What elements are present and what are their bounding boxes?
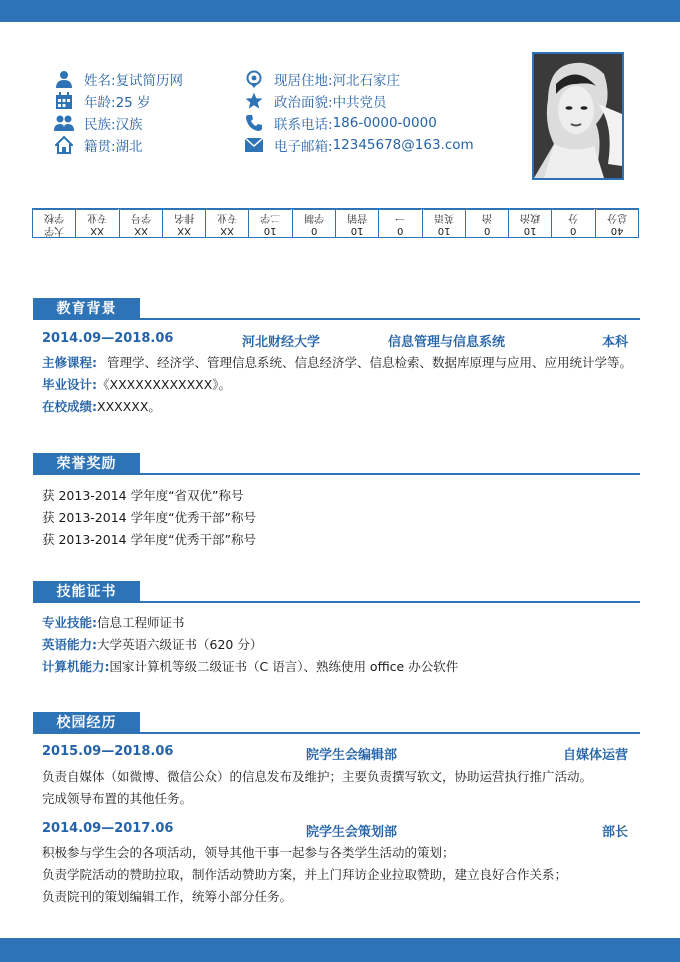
grade-cell-head: 政治 [509,209,551,224]
campus-date: 2015.09—2018.06 [42,744,174,759]
grade-cell [163,209,206,237]
grade-cell-value: 0 [310,225,318,236]
grade-cell-head: 总分 [596,209,638,224]
grade-cell-head: 分 [552,209,594,224]
info-phone: 联系电话: 186-0000-0000 [244,112,474,134]
campus-role: 部长 [601,825,628,840]
grade-cell-head: 英语 [423,209,465,224]
grade-cell-head: 营销 [336,209,378,224]
campus-line: 负责学院活动的赞助拉取，制作活动赞助方案，并上门拜访企业拉取赞助，建立良好合作关系； [42,867,568,882]
grade-cell-head: 排名 [163,209,205,224]
top-accent-bar [0,0,680,22]
campus-date: 2014.09—2017.06 [42,821,174,836]
skill-item: 专业技能:信息工程师证书 [42,615,185,630]
grade-cell-value: XX [220,225,235,236]
education-major: 信息管理与信息系统 [388,335,506,350]
grade-cell-value: XX [177,225,191,236]
grade-cell-value: 0 [483,225,491,236]
grade-cell-value: 10 [437,225,451,236]
grade-cell-value: XX [90,225,105,236]
section-divider [33,473,640,475]
campus-line: 负责自媒体（如微博、微信公众）的信息发布及维护；主要负责撰写软文，协助运营执行推广活动。 [42,769,593,784]
award-item: 获 2013-2014 学年度“优秀干部”称号 [42,510,257,525]
campus-line: 完成领导布置的其他任务。 [42,791,193,806]
grade-cell-head: 学号 [120,209,162,224]
grade-cell-head: 二学 [249,209,291,224]
grade-cell-value: 40 [610,225,624,236]
education-date: 2014.09—2018.06 [42,331,174,346]
grade-cell-value: 0 [570,225,577,236]
grade-cell [336,209,379,237]
grade-cell [249,209,292,237]
grade-cell-value: 10 [264,225,277,236]
education-grade: 在校成绩:XXXXXX。 [42,399,161,414]
campus-org: 院学生会编辑部 [306,748,398,763]
people-icon [54,114,74,132]
star-icon [244,92,264,110]
section-title-awards: 荣誉奖励 [33,453,140,475]
grade-cell-head: 学校 [33,209,75,224]
grade-cell-value: XX [133,225,148,236]
grade-cell [423,209,466,237]
home-icon [54,136,74,154]
grade-cell [206,209,249,237]
skill-item: 英语能力:大学英语六级证书（620 分） [42,637,263,652]
grade-cell [509,209,552,237]
section-title-campus: 校园经历 [33,712,140,734]
profile-photo [532,52,624,180]
grade-cell [120,209,163,237]
grade-cell-head: 专业 [76,209,118,224]
section-divider [33,318,640,320]
grade-cell-value: 大学 [44,225,65,236]
info-left [54,68,183,156]
grade-cell-head: 专业 [206,209,248,224]
campus-org: 院学生会策划部 [306,825,398,840]
grade-cell-head: 一 [379,209,421,224]
grade-cell-head: 治 [466,209,508,224]
calendar-icon [54,92,74,110]
education-thesis: 毕业设计:《XXXXXXXXXXXX》。 [42,377,232,392]
section-divider [33,732,640,734]
education-school: 河北财经大学 [242,335,321,350]
award-item: 获 2013-2014 学年度“优秀干部”称号 [42,532,257,547]
grades-table [32,208,639,238]
bottom-accent-bar [0,938,680,962]
section-title-education: 教育背景 [33,298,140,320]
education-degree: 本科 [601,335,628,350]
grade-cell-value: 0 [397,225,404,236]
info-right [244,68,474,156]
info-ethnicity: 民族: 汉族 [54,112,183,134]
info-hometown: 籍贯: 湖北 [54,134,183,156]
education-courses: 主修课程: 管理学、经济学、管理信息系统、信息经济学、信息检索、数据库原理与应用、应用统计学等。 [42,355,633,370]
phone-icon [244,114,264,132]
skill-item: 计算机能力:国家计算机等级二级证书（C 语言）、熟练使用 office 办公软件 [42,659,459,674]
campus-line: 负责院刊的策划编辑工作，统筹小部分任务。 [42,889,293,904]
grade-cell-value: 10 [523,225,537,236]
info-name: 姓名: 复试简历网 [54,68,183,90]
award-item: 获 2013-2014 学年度“省双优”称号 [42,488,244,503]
grade-cell [379,209,422,237]
info-age: 年龄: 25 岁 [54,90,183,112]
section-title-skills: 技能证书 [33,581,140,603]
campus-line: 积极参与学生会的各项活动，领导其他干事一起参与各类学生活动的策划； [42,845,455,860]
person-icon [54,70,74,88]
grade-cell [552,209,595,237]
grade-cell-head: 学制 [293,209,335,224]
info-residence: 现居住地: 河北石家庄 [244,68,474,90]
info-political: 政治面貌: 中共党员 [244,90,474,112]
grade-cell-value: 10 [350,225,364,236]
campus-role: 自媒体运营 [562,748,628,763]
info-email: 电子邮箱: 12345678@163.com [244,134,474,156]
grade-cell [466,209,509,237]
grade-cell [293,209,336,237]
grade-cell [33,209,76,237]
section-divider [33,601,640,603]
mail-icon [244,136,264,154]
grade-cell [596,209,638,237]
grade-cell [76,209,119,237]
location-pin-icon [244,70,264,88]
